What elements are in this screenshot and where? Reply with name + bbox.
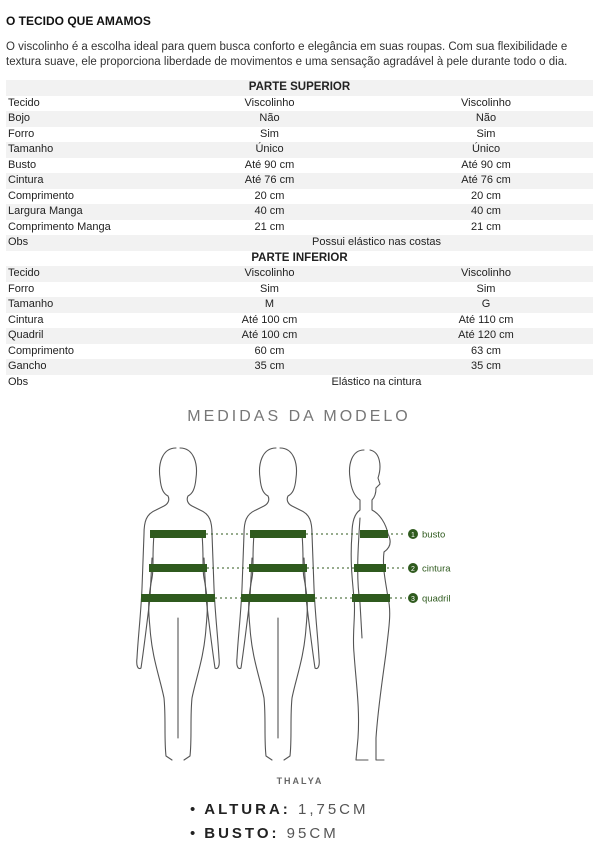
row-value-a: 35 cm — [160, 359, 379, 375]
row-value-a: 60 cm — [160, 344, 379, 360]
row-label: Comprimento — [6, 189, 160, 205]
marker-quadril — [408, 593, 451, 605]
table-row — [6, 359, 593, 375]
table-row — [6, 158, 593, 174]
table-row — [6, 189, 593, 205]
spec-table — [6, 80, 593, 390]
row-label: Forro — [6, 282, 160, 298]
row-label: Comprimento Manga — [6, 220, 160, 236]
table-row — [6, 96, 593, 112]
table-row — [6, 297, 593, 313]
row-label: Tecido — [6, 96, 160, 112]
row-label: Comprimento — [6, 344, 160, 360]
row-value-a: Até 76 cm — [160, 173, 379, 189]
model-measurements-figure — [124, 400, 474, 775]
row-value-a: 40 cm — [160, 204, 379, 220]
row-obs-value: Possui elástico nas costas — [160, 235, 593, 251]
band-busto-fig3 — [360, 530, 388, 538]
figure-title: MEDIDAS DA MODELO — [187, 408, 411, 425]
row-label: Tecido — [6, 266, 160, 282]
row-value-a: Viscolinho — [160, 266, 379, 282]
stat-label: BUSTO: — [204, 825, 280, 842]
table-row — [6, 282, 593, 298]
model-stats — [190, 798, 490, 846]
marker-num: 1 — [411, 532, 415, 539]
row-label: Gancho — [6, 359, 160, 375]
marker-num: 2 — [411, 566, 415, 573]
section-header-cell: PARTE SUPERIOR — [6, 80, 593, 96]
row-value-b: Viscolinho — [379, 266, 593, 282]
row-value-a: Não — [160, 111, 379, 127]
row-label: Cintura — [6, 173, 160, 189]
marker-busto — [408, 529, 445, 541]
row-value-a: Único — [160, 142, 379, 158]
silhouette-side-view — [350, 450, 391, 760]
row-label: Cintura — [6, 313, 160, 329]
row-label: Busto — [6, 158, 160, 174]
band-cintura-fig1 — [149, 564, 207, 572]
band-busto-fig1 — [150, 530, 206, 538]
lower-section-header — [6, 251, 593, 267]
table-row — [6, 173, 593, 189]
row-label: Obs — [6, 235, 160, 251]
row-value-b: 21 cm — [379, 220, 593, 236]
marker-label: busto — [422, 529, 446, 541]
stat-value: 1,75CM — [297, 801, 369, 818]
band-quadril-fig2 — [241, 594, 315, 602]
stat-value: 95CM — [286, 825, 339, 842]
row-label: Forro — [6, 127, 160, 143]
marker-label: quadril — [422, 593, 451, 605]
row-value-b: Até 90 cm — [379, 158, 593, 174]
row-value-b: 20 cm — [379, 189, 593, 205]
upper-section-header — [6, 80, 593, 96]
table-row — [6, 111, 593, 127]
marker-cintura — [408, 563, 451, 575]
table-row-obs — [6, 375, 593, 391]
table-row — [6, 344, 593, 360]
bullet-icon: • — [190, 825, 199, 842]
row-label: Largura Manga — [6, 204, 160, 220]
row-value-b: Não — [379, 111, 593, 127]
row-obs-value: Elástico na cintura — [160, 375, 593, 391]
silhouette-back-view — [137, 448, 220, 760]
marker-label: cintura — [422, 563, 451, 575]
row-value-b: Até 76 cm — [379, 173, 593, 189]
stat-label: ALTURA: — [204, 801, 291, 818]
marker-num: 3 — [411, 596, 415, 603]
measurement-bands — [141, 530, 390, 602]
band-quadril-fig1 — [141, 594, 215, 602]
table-row — [6, 313, 593, 329]
row-value-a: Sim — [160, 127, 379, 143]
table-row — [6, 142, 593, 158]
row-value-b: G — [379, 297, 593, 313]
row-value-b: 63 cm — [379, 344, 593, 360]
row-value-a: Viscolinho — [160, 96, 379, 112]
row-value-b: Único — [379, 142, 593, 158]
bullet-icon: • — [190, 801, 199, 818]
table-row — [6, 266, 593, 282]
row-label: Bojo — [6, 111, 160, 127]
row-value-b: 35 cm — [379, 359, 593, 375]
row-value-b: 40 cm — [379, 204, 593, 220]
silhouette-front-view — [237, 448, 320, 760]
row-value-a: 20 cm — [160, 189, 379, 205]
row-value-b: Viscolinho — [379, 96, 593, 112]
row-label: Tamanho — [6, 297, 160, 313]
row-value-b: Sim — [379, 282, 593, 298]
section-header-cell: PARTE INFERIOR — [6, 251, 593, 267]
row-value-a: M — [160, 297, 379, 313]
row-label: Quadril — [6, 328, 160, 344]
row-value-a: 21 cm — [160, 220, 379, 236]
row-value-a: Até 100 cm — [160, 328, 379, 344]
body-silhouettes-illustration — [124, 438, 474, 768]
stat-busto — [190, 822, 490, 846]
row-value-a: Até 90 cm — [160, 158, 379, 174]
row-label: Tamanho — [6, 142, 160, 158]
row-value-b: Sim — [379, 127, 593, 143]
table-row — [6, 127, 593, 143]
table-row — [6, 204, 593, 220]
row-value-a: Até 100 cm — [160, 313, 379, 329]
row-value-b: Até 120 cm — [379, 328, 593, 344]
table-row — [6, 328, 593, 344]
row-value-a: Sim — [160, 282, 379, 298]
model-name: THALYA — [276, 776, 324, 786]
stat-altura — [190, 798, 490, 822]
table-row-obs — [6, 235, 593, 251]
row-value-b: Até 110 cm — [379, 313, 593, 329]
row-label: Obs — [6, 375, 160, 391]
intro-paragraph: O viscolinho é a escolha ideal para quem busca conforto e elegância em suas roupas. Com sua flexibilidade e textura suave, ele proporciona liberdade de movimentos e uma sensação agradável à pele durante todo o dia. — [6, 41, 568, 68]
section-title: O TECIDO QUE AMAMOS — [6, 14, 151, 28]
table-row — [6, 220, 593, 236]
